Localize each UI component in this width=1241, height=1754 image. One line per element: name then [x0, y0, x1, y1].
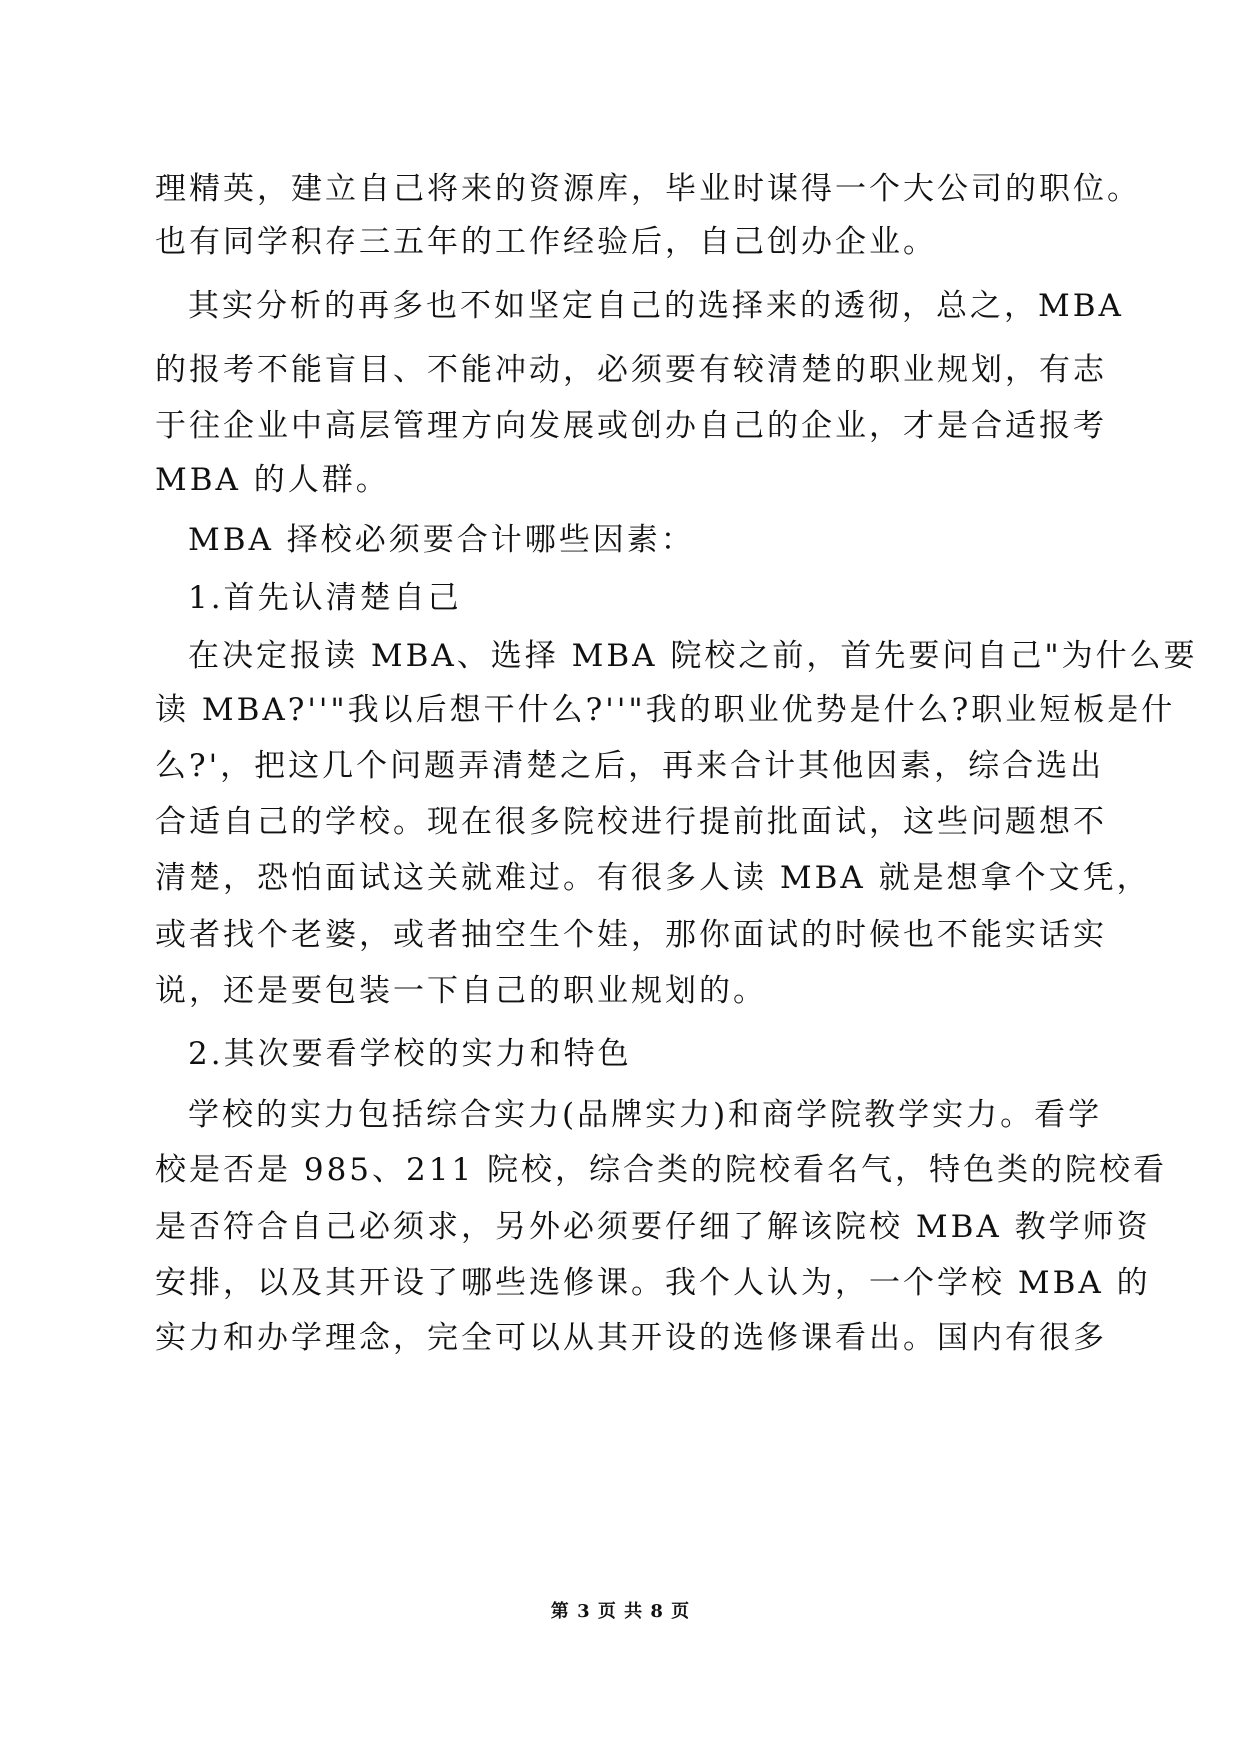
paragraph-line: 也有同学积存三五年的工作经验后，自己创办企业。 [155, 224, 937, 260]
paragraph-line: 安排，以及其开设了哪些选修课。我个人认为，一个学校 MBA 的 [155, 1265, 1151, 1301]
paragraph-line: 校是否是 985、211 院校，综合类的院校看名气，特色类的院校看 [155, 1152, 1168, 1188]
paragraph-line: 读 MBA?''"我以后想干什么?''"我的职业优势是什么?职业短板是什 [155, 692, 1176, 728]
paragraph-line: 么?'，把这几个问题弄清楚之后，再来合计其他因素，综合选出 [155, 748, 1105, 784]
paragraph-line: 学校的实力包括综合实力(品牌实力)和商学院教学实力。看学 [188, 1097, 1103, 1133]
paragraph-line: 合适自己的学校。现在很多院校进行提前批面试，这些问题想不 [155, 804, 1107, 840]
section-heading: 2.其次要看学校的实力和特色 [188, 1036, 632, 1072]
paragraph-line: MBA 的人群。 [155, 462, 390, 498]
paragraph-line: 实力和办学理念，完全可以从其开设的选修课看出。国内有很多 [155, 1320, 1107, 1356]
paragraph-line: 说，还是要包装一下自己的职业规划的。 [155, 973, 767, 1009]
paragraph-line: 的报考不能盲目、不能冲动，必须要有较清楚的职业规划，有志 [155, 352, 1107, 388]
section-heading: 1.首先认清楚自己 [188, 580, 462, 616]
section-heading: MBA 择校必须要合计哪些因素： [188, 522, 695, 558]
paragraph-line: 其实分析的再多也不如坚定自己的选择来的透彻，总之，MBA [188, 288, 1124, 324]
page-number-footer: 第 3 页 共 8 页 [550, 1601, 691, 1622]
paragraph-line: 是否符合自己必须求，另外必须要仔细了解该院校 MBA 教学师资 [155, 1209, 1151, 1245]
paragraph-line: 理精英，建立自己将来的资源库，毕业时谋得一个大公司的职位。 [155, 171, 1141, 207]
paragraph-line: 清楚，恐怕面试这关就难过。有很多人读 MBA 就是想拿个文凭， [155, 860, 1151, 896]
paragraph-line: 于往企业中高层管理方向发展或创办自己的企业，才是合适报考 [155, 408, 1107, 444]
paragraph-line: 或者找个老婆，或者抽空生个娃，那你面试的时候也不能实话实 [155, 917, 1107, 953]
paragraph-line: 在决定报读 MBA、选择 MBA 院校之前，首先要问自己"为什么要 [188, 638, 1198, 674]
